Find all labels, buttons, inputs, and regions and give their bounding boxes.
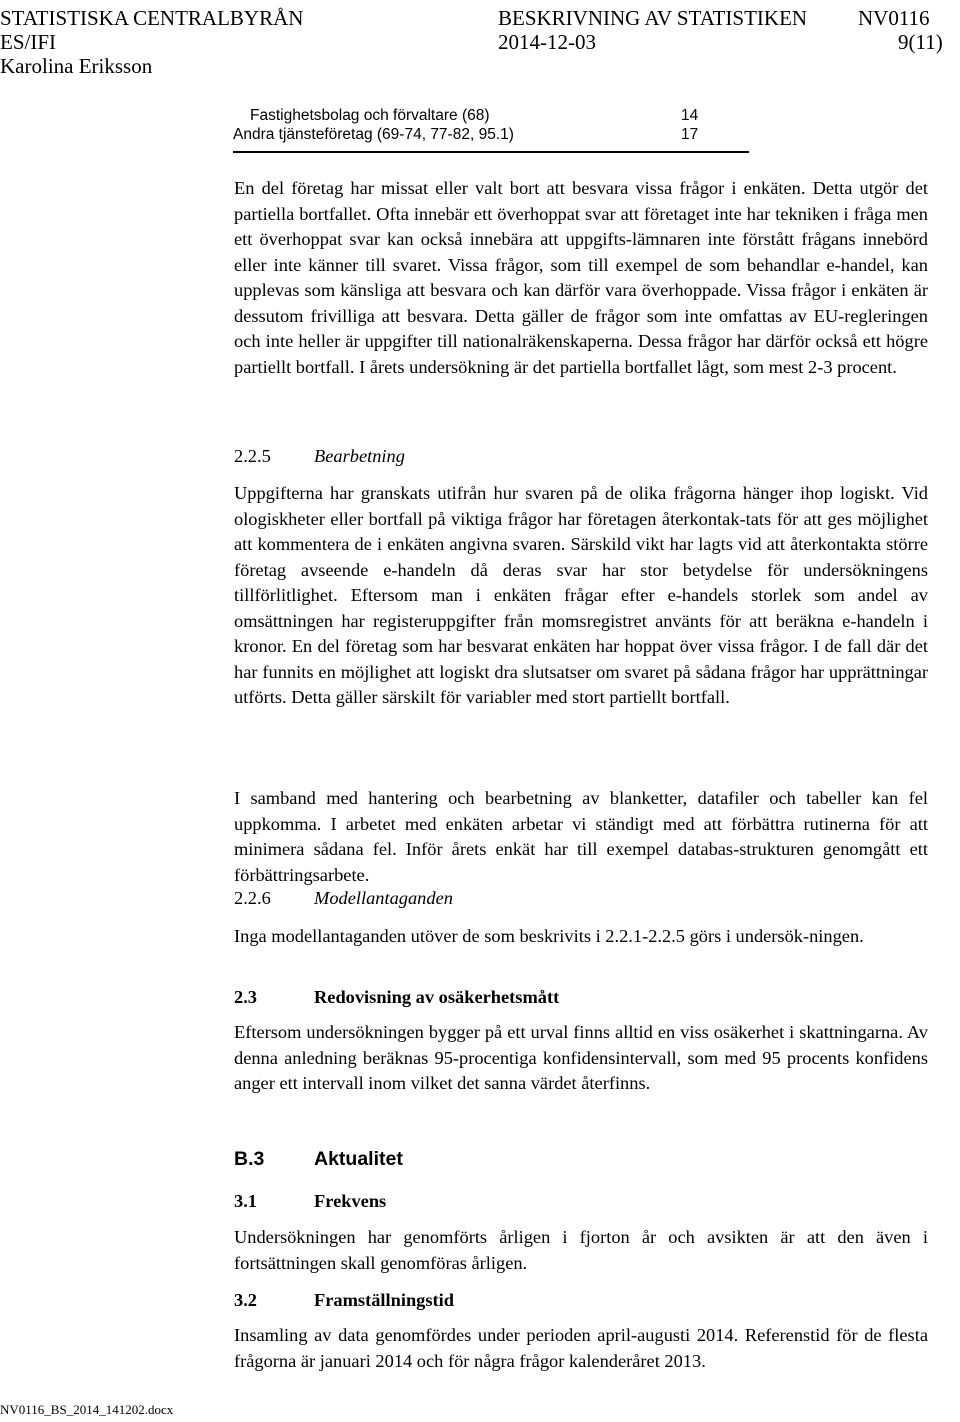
section-title: Frekvens — [314, 1191, 387, 1211]
table-row-value: 17 — [681, 126, 699, 143]
paragraph-partial-nonresponse: En del företag har missat eller valt bort att besvara vissa frågor i enkäten. Detta utgör det partiella bortfallet. Ofta innebär ett överhoppat svar att företaget inte har tekniken i fråga men ett överhoppat svar kan också innebära att uppgifts-lämnaren inte förstått frågans innebörd eller inte känner till svaret. Vissa frågor, som till exempel de som behandlar e-handel, kan upplevas som känsliga att besvara och kan därför vara överhoppade. Vissa frågor i enkäten är dessutom frivilliga att besvara. Detta gäller de frågor som inte omfattas av EU-regleringen och inte heller är uppgifter till nationalräkenskaperna. Dessa frågor har därför också ett högre partiellt bortfall. I årets undersökning är det partiella bortfallet lågt, som mest 2-3 procent. — [234, 178, 928, 377]
footer-filename: NV0116_BS_2014_141202.docx — [0, 1402, 174, 1417]
section-heading-3-1 — [234, 1189, 386, 1214]
header-author: Karolina Eriksson — [0, 54, 153, 78]
section-title: Aktualitet — [314, 1148, 403, 1170]
section-title: Framställningstid — [314, 1290, 454, 1310]
section-title: Redovisning av osäkerhetsmått — [314, 987, 560, 1007]
paragraph-uncertainty: Eftersom undersökningen bygger på ett urval finns alltid en viss osäkerhet i skattningarna. Av denna anledning beräknas 95-procentiga konfidensintervall, som med 95 procents konfidens anger ett intervall inom vilket det sanna värdet återfinns. — [234, 1022, 928, 1093]
header-date: 2014-12-03 — [498, 30, 596, 54]
section-number: 3.2 — [234, 1290, 257, 1310]
table-row-label: Fastighetsbolag och förvaltare (68) — [250, 107, 490, 124]
header-doc-type: BESKRIVNING AV STATISTIKEN — [498, 6, 808, 30]
header-page-number: 9(11) — [898, 30, 943, 54]
section-heading-2-2-5 — [234, 444, 405, 469]
header-org: STATISTISKA CENTRALBYRÅN — [0, 6, 304, 30]
section-title: Modellantaganden — [314, 888, 453, 908]
header-unit: ES/IFI — [0, 30, 57, 54]
table-bottom-rule — [233, 151, 749, 153]
section-heading-2-2-6 — [234, 886, 453, 911]
paragraph-processing-errors: I samband med hantering och bearbetning av blanketter, datafiler och tabeller kan fel uppkomma. I arbetet med enkäten arbetar vi ständigt med att förbättra rutinerna för att minimera sådana fel. Inför årets enkät har till exempel databas-strukturen genomgått ett förbättringsarbete. — [234, 788, 928, 885]
section-heading-3-2 — [234, 1288, 454, 1313]
section-number: B.3 — [234, 1148, 265, 1170]
section-heading-b-3 — [234, 1147, 403, 1172]
paragraph-processing: Uppgifterna har granskats utifrån hur svaren på de olika frågorna hänger ihop logiskt. Vid ologiskheter eller bortfall på viktiga frågor har företagen återkontak-tats för att ges möjlighet att kommentera de i enkäten angivna svaren. Särskild vikt har lagts vid att återkontakta större företag avseende e-handeln då deras svar har stor betydelse för undersökningens tillförlitlighet. Eftersom man i enkäten frågar efter e-handels storlek som andel av omsättningen har registeruppgifter från momsregistret använts för att beräkna e-handeln i kronor. En del företag som har besvarat enkäten har hoppat över vissa frågor. I de fall där det har funnits en möjlighet att logiskt dra slutsatser om svaret på sådana frågor har upprättningar utförts. Detta gäller särskilt för variabler med stort partiellt bortfall. — [234, 483, 928, 707]
paragraph-frequency: Undersökningen har genomförts årligen i fjorton år och avsikten är att den även i fortsättningen skall genomföras årligen. — [234, 1227, 928, 1273]
table-row-value: 14 — [681, 107, 699, 124]
section-number: 3.1 — [234, 1191, 257, 1211]
table-row-label: Andra tjänsteföretag (69-74, 77-82, 95.1) — [233, 126, 514, 143]
paragraph-production-time: Insamling av data genomfördes under perioden april-augusti 2014. Referenstid för de flesta frågorna är januari 2014 och för några frågor kalenderåret 2013. — [234, 1325, 928, 1371]
section-number: 2.3 — [234, 987, 257, 1007]
section-title: Bearbetning — [314, 446, 405, 466]
section-number: 2.2.6 — [234, 888, 271, 908]
section-heading-2-3 — [234, 985, 559, 1010]
header-doc-code: NV0116 — [858, 6, 930, 30]
paragraph-model-assumptions: Inga modellantaganden utöver de som beskrivits i 2.2.1-2.2.5 görs i undersök-ningen. — [234, 926, 864, 946]
section-number: 2.2.5 — [234, 446, 271, 466]
